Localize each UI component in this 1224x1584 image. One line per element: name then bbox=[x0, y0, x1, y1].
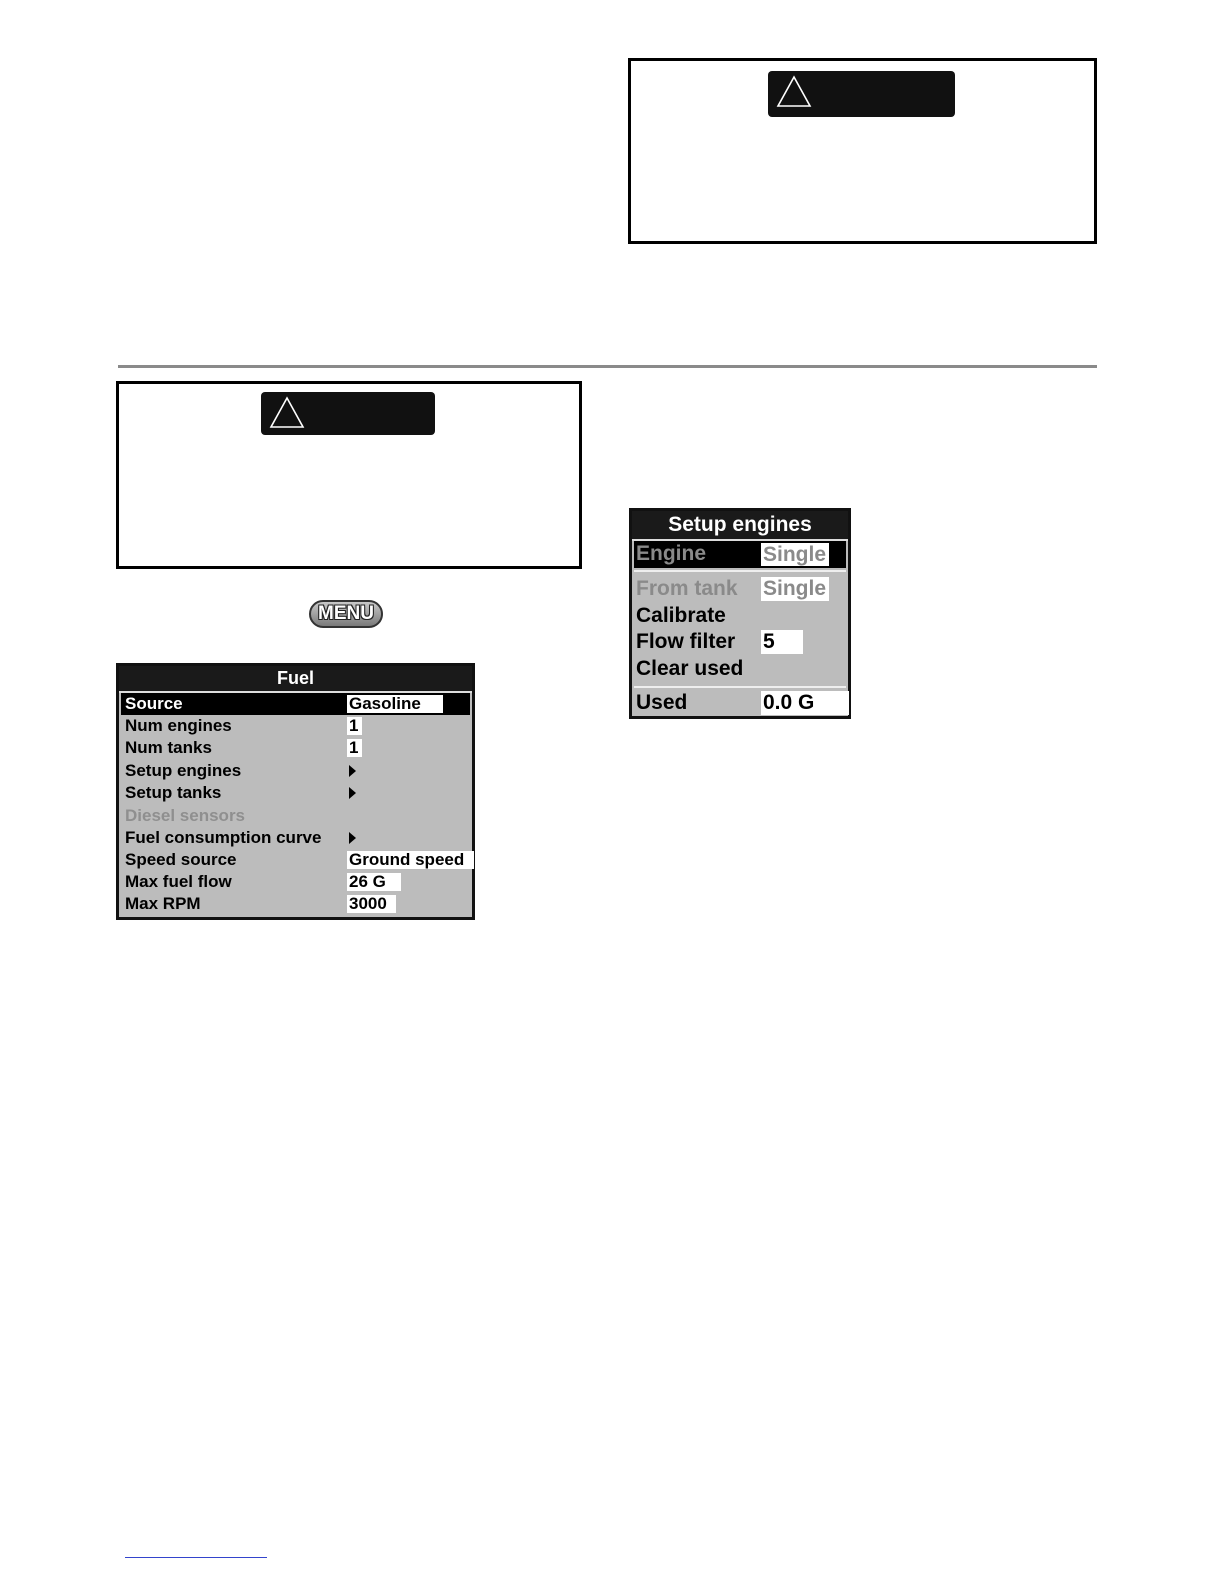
fuel-row-source[interactable] bbox=[121, 693, 470, 715]
row-label: Num engines bbox=[125, 716, 232, 735]
calibrate-row[interactable] bbox=[632, 603, 848, 629]
setup-engines-menu bbox=[629, 508, 851, 719]
warning-box-top bbox=[628, 58, 1097, 244]
submenu-arrow-icon bbox=[349, 787, 356, 799]
setup-engines-title: Setup engines bbox=[632, 511, 848, 541]
warning-box-left bbox=[116, 381, 582, 569]
warning-badge bbox=[261, 392, 435, 435]
fuel-row-num-engines[interactable] bbox=[119, 715, 472, 737]
fuel-row-setup-tanks[interactable] bbox=[119, 782, 472, 804]
footer-link-underline bbox=[125, 1557, 267, 1558]
row-label: Engine bbox=[636, 542, 707, 565]
menu-key-button[interactable]: MENU bbox=[309, 600, 383, 628]
fuel-row-consumption-curve[interactable] bbox=[119, 827, 472, 849]
row-label: Clear used bbox=[636, 657, 744, 680]
warning-badge bbox=[768, 71, 955, 117]
warning-triangle-icon bbox=[776, 75, 812, 109]
flow-filter-row[interactable] bbox=[632, 629, 848, 656]
fuel-row-setup-engines[interactable] bbox=[119, 760, 472, 782]
row-value: Ground speed bbox=[347, 851, 474, 869]
row-value: 0.0 G bbox=[761, 691, 849, 715]
row-label: Max RPM bbox=[125, 894, 201, 913]
row-label: Max fuel flow bbox=[125, 872, 232, 891]
row-label: Fuel consumption curve bbox=[125, 828, 322, 847]
row-value: 5 bbox=[761, 630, 803, 654]
row-label: Diesel sensors bbox=[125, 806, 246, 825]
menu-divider bbox=[634, 570, 846, 572]
fuel-row-speed-source[interactable] bbox=[119, 849, 472, 871]
warning-triangle-icon bbox=[269, 396, 305, 430]
submenu-arrow-icon bbox=[349, 765, 356, 777]
row-value: 3000 bbox=[347, 895, 396, 913]
row-value: Gasoline bbox=[347, 695, 443, 713]
fuel-menu-title: Fuel bbox=[119, 666, 472, 693]
clear-used-row[interactable] bbox=[632, 656, 848, 683]
row-label: Flow filter bbox=[636, 630, 736, 653]
row-label: Speed source bbox=[125, 850, 237, 869]
fuel-menu bbox=[116, 663, 475, 920]
row-label: Num tanks bbox=[125, 738, 212, 757]
row-value: 26 G bbox=[347, 873, 401, 891]
fuel-row-max-fuel-flow[interactable] bbox=[119, 871, 472, 893]
row-label: Source bbox=[125, 694, 183, 713]
row-value: Single bbox=[761, 543, 829, 566]
row-value: Single bbox=[761, 577, 829, 601]
row-label: Calibrate bbox=[636, 604, 726, 627]
row-value: 1 bbox=[347, 739, 362, 757]
row-label: Setup tanks bbox=[125, 783, 222, 802]
engine-row[interactable] bbox=[634, 541, 846, 568]
menu-divider bbox=[634, 686, 846, 688]
row-label: Setup engines bbox=[125, 761, 242, 780]
row-label: Used bbox=[636, 691, 688, 714]
row-value: 1 bbox=[347, 717, 362, 735]
fuel-row-num-tanks[interactable] bbox=[119, 737, 472, 759]
from-tank-row bbox=[632, 575, 848, 603]
submenu-arrow-icon bbox=[349, 832, 356, 844]
row-label: From tank bbox=[636, 577, 738, 600]
used-row bbox=[632, 690, 848, 717]
fuel-row-max-rpm[interactable] bbox=[119, 893, 472, 915]
fuel-row-diesel-sensors bbox=[119, 805, 472, 827]
section-divider bbox=[118, 365, 1097, 368]
